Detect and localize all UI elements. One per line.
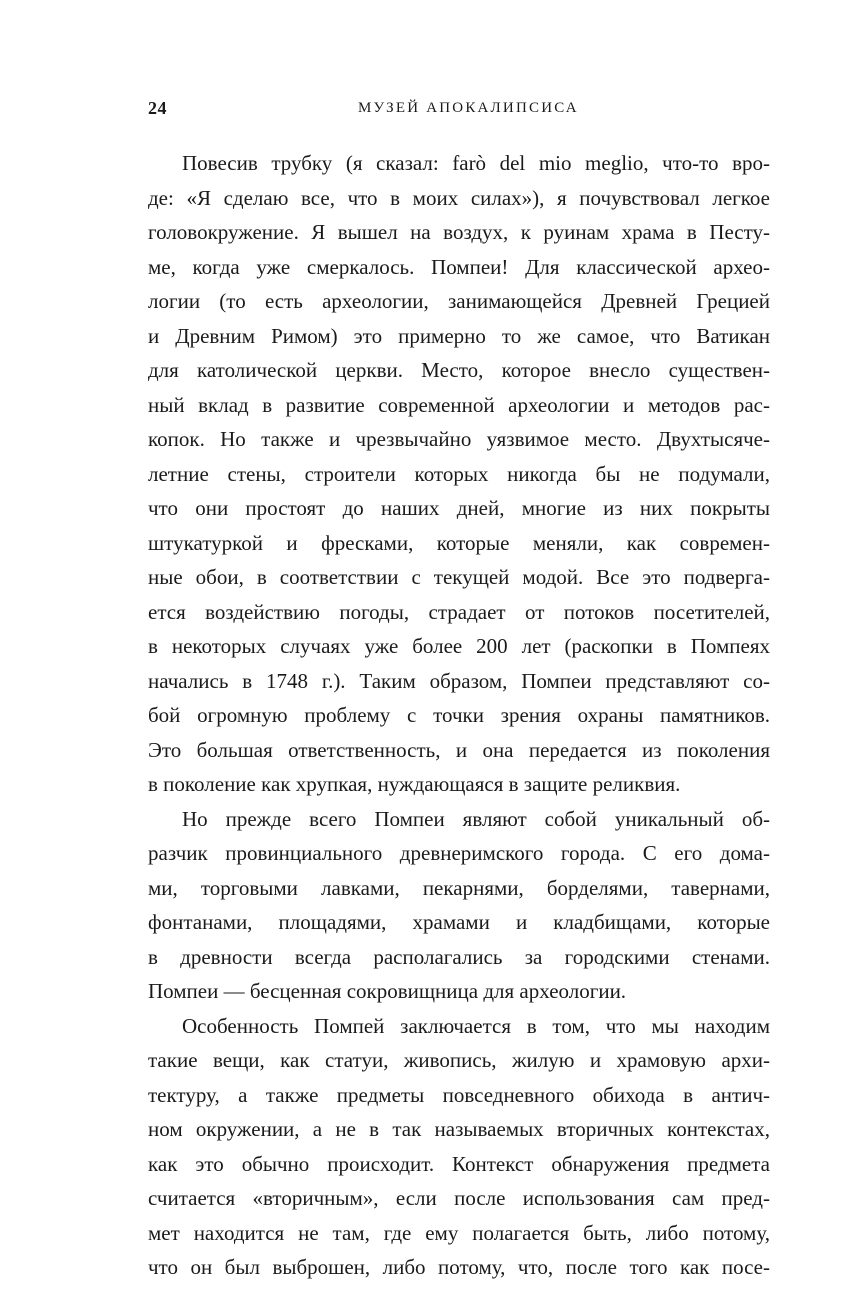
text-line: мет находится не там, где ему полагается быть, либо потому,: [148, 1220, 770, 1245]
text-line: де: «Я сделаю все, что в моих силах»), я почувствовал легкое: [148, 185, 770, 210]
paragraph-3: [148, 1009, 770, 1285]
body-text: [148, 146, 770, 1285]
page-number: 24: [148, 98, 167, 118]
text-line: ные обои, в соответствии с текущей модой. Все это подверга-: [148, 565, 770, 589]
text-line: Повесив трубку (я сказал: farò del mio meglio, что-то вро-: [182, 151, 770, 175]
text-line: что они простоят до наших дней, многие из них покрыты: [148, 496, 770, 520]
text-line: головокружение. Я вышел на воздух, к руинам храма в Песту-: [148, 220, 770, 244]
text-line: летние стены, строители которых никогда бы не подумали,: [148, 461, 770, 486]
text-line: считается «вторичным», если после использования сам пред-: [148, 1186, 770, 1210]
text-line: ми, торговыми лавками, пекарнями, борделями, тавернами,: [148, 875, 770, 900]
text-line: Это большая ответственность, и она передается из поколения: [148, 737, 770, 762]
text-line: для католической церкви. Место, которое внесло существен-: [148, 358, 770, 382]
text-line: фонтанами, площадями, храмами и кладбищами, которые: [148, 910, 770, 934]
text-line: в некоторых случаях уже более 200 лет (раскопки в Помпеях: [148, 634, 770, 658]
text-line: ный вклад в развитие современной археологии и методов рас-: [148, 392, 770, 417]
text-line: Но прежде всего Помпеи являют собой уникальный об-: [182, 806, 770, 831]
text-line: тектуру, а также предметы повседневного обихода в антич-: [148, 1082, 770, 1107]
text-line: штукатуркой и фресками, которые меняли, как современ-: [148, 530, 770, 555]
text-line: как это обычно происходит. Контекст обнаружения предмета: [148, 1151, 770, 1176]
text-line: разчик провинциального древнеримского города. С его дома-: [148, 841, 770, 865]
text-line: в древности всегда располагались за городскими стенами.: [148, 944, 770, 969]
text-line: Особенность Помпей заключается в том, что мы находим: [182, 1013, 770, 1038]
text-line: ме, когда уже смеркалось. Помпеи! Для классической архео-: [148, 254, 770, 279]
paragraph-2: [148, 802, 770, 1009]
running-title: МУЗЕЙ АПОКАЛИПСИСА: [358, 100, 579, 116]
page-header: [148, 96, 770, 120]
text-line: логии (то есть археологии, занимающейся Древней Грецией: [148, 289, 770, 313]
text-line: ется воздействию погоды, страдает от потоков посетителей,: [148, 599, 770, 624]
text-line: копок. Но также и чрезвычайно уязвимое место. Двухтысяче-: [148, 427, 770, 451]
text-line: начались в 1748 г.). Таким образом, Помпеи представляют со-: [148, 668, 770, 693]
text-line: Помпеи — бесценная сокровищница для археологии.: [148, 979, 627, 1003]
text-line: такие вещи, как статуи, живопись, жилую и храмовую архи-: [148, 1048, 770, 1072]
text-line: в поколение как хрупкая, нуждающаяся в защите реликвия.: [148, 772, 681, 796]
text-line: что он был выброшен, либо потому, что, после того как посе-: [148, 1255, 770, 1279]
text-line: бой огромную проблему с точки зрения охраны памятников.: [148, 703, 770, 727]
paragraph-1: [148, 146, 770, 802]
text-line: и Древним Римом) это примерно то же самое, что Ватикан: [148, 323, 770, 348]
text-line: ном окружении, а не в так называемых вторичных контекстах,: [148, 1117, 770, 1141]
